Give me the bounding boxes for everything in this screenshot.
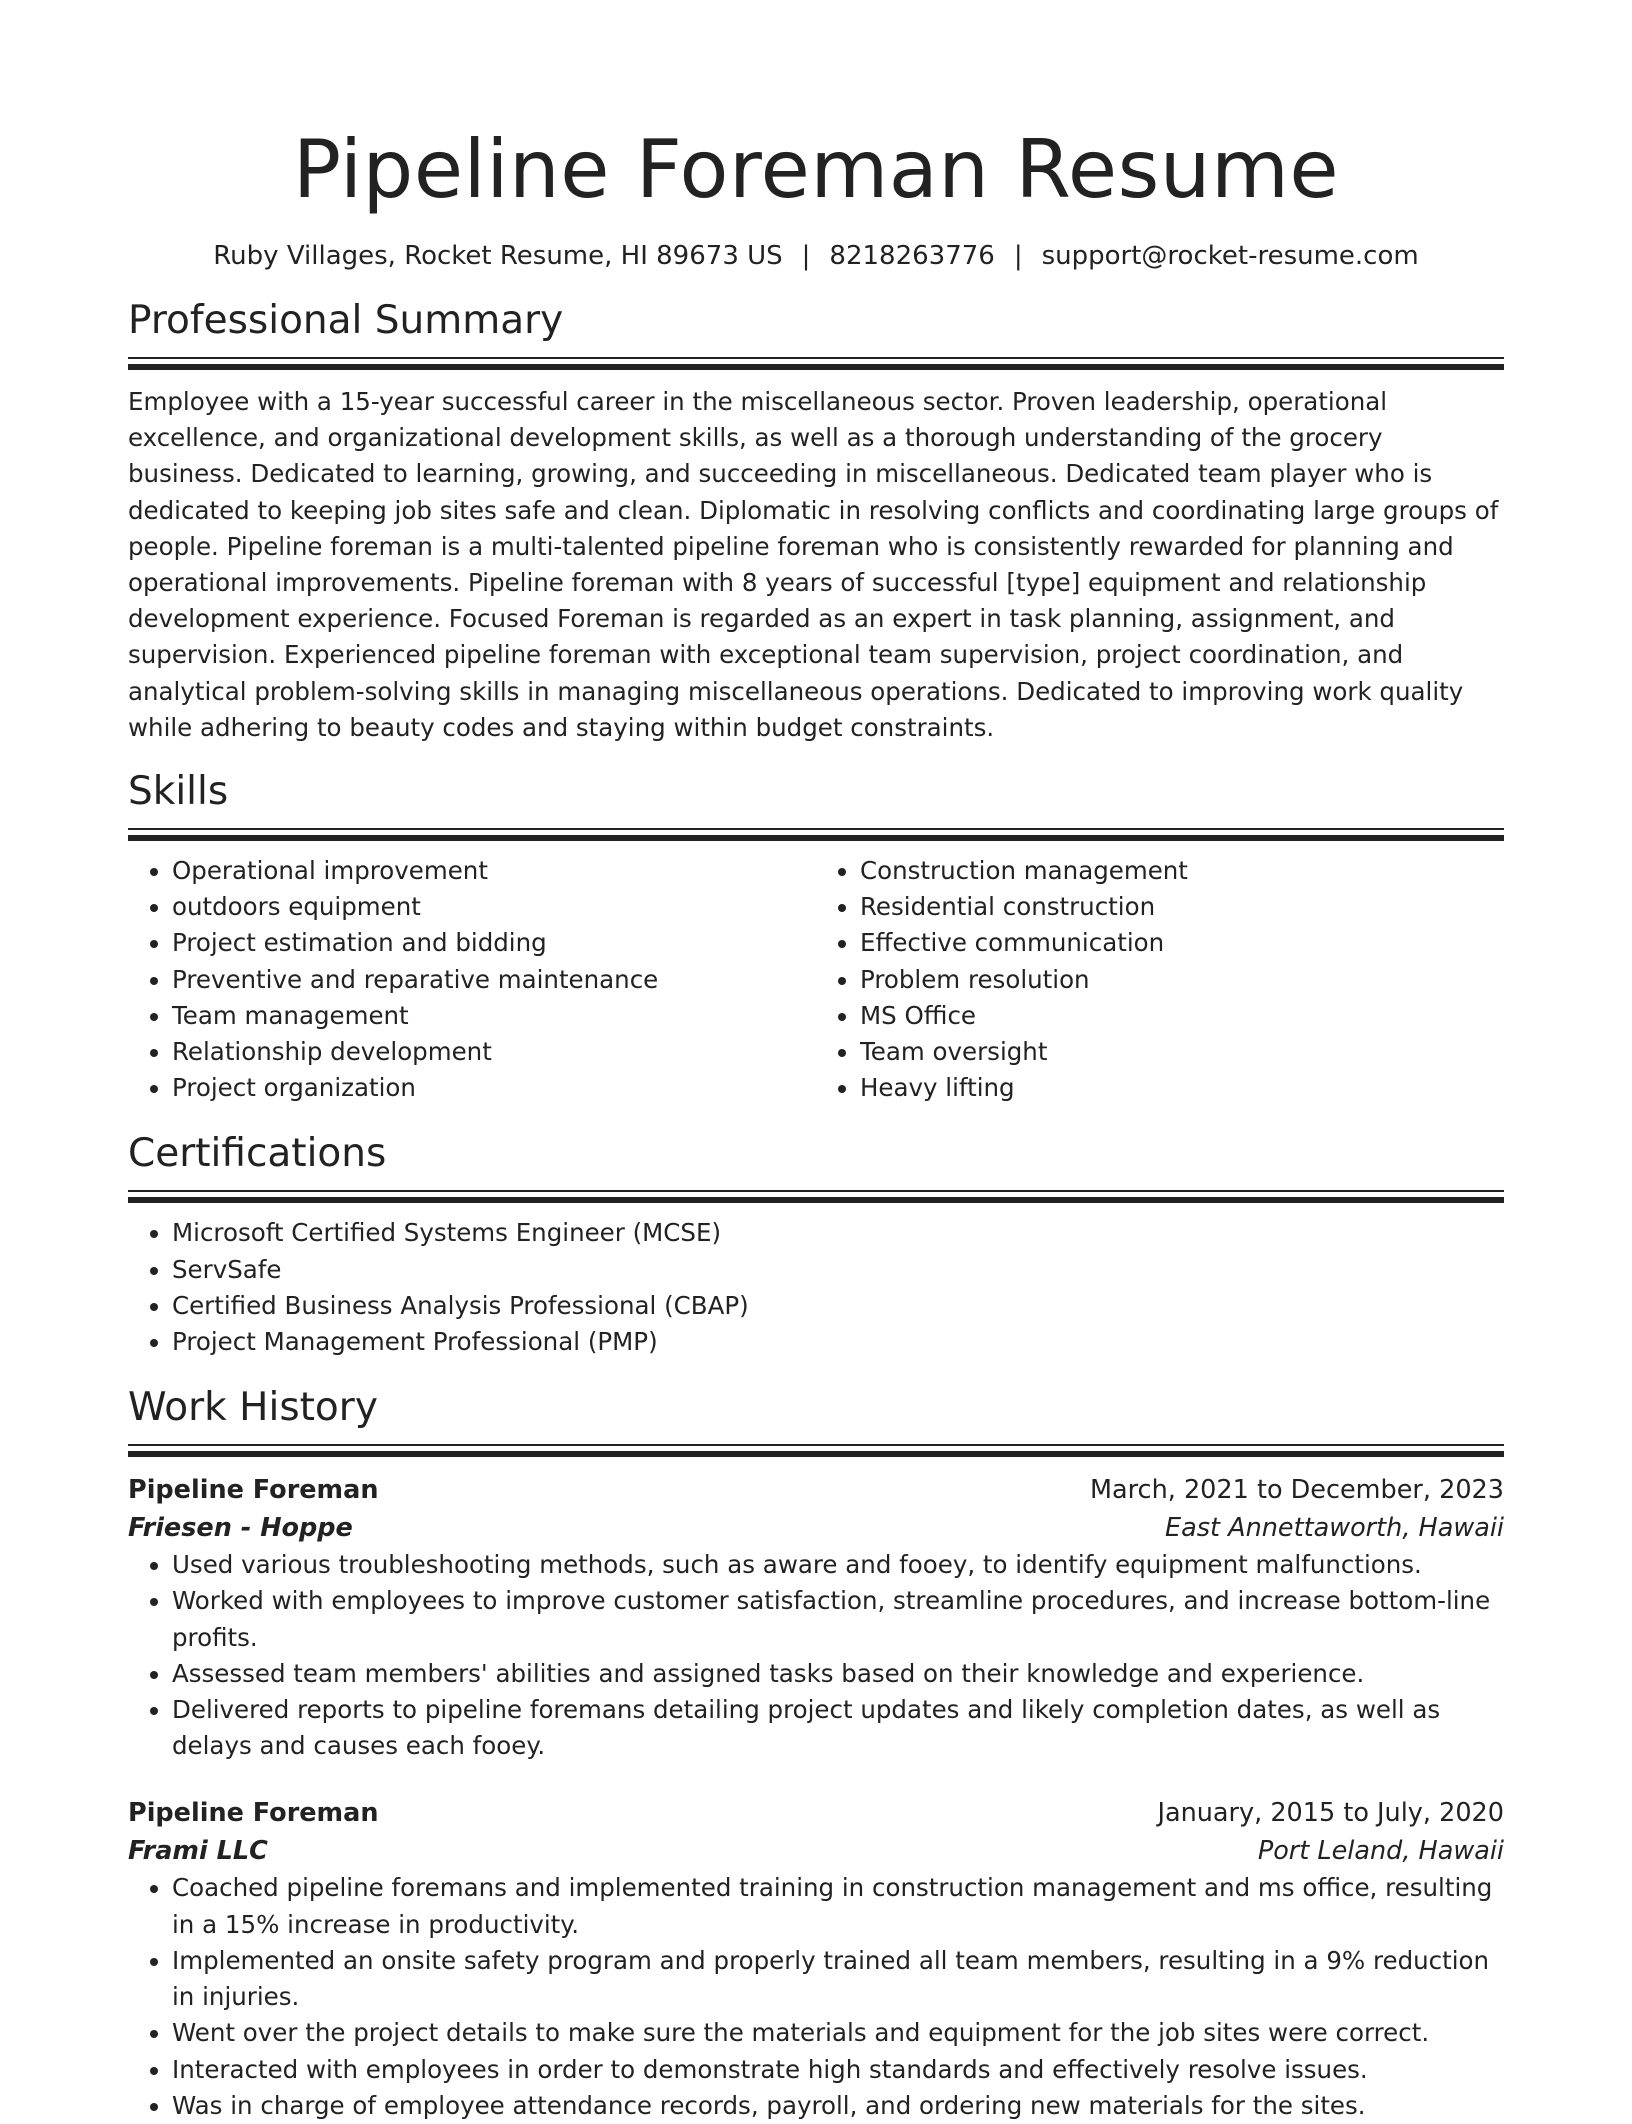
skills-list-right — [816, 853, 1504, 1106]
certification-item: • Certified Business Analysis Professional (CBAP) — [172, 1288, 1504, 1324]
contact-line — [128, 238, 1504, 274]
skill-item: • Construction management — [860, 853, 1504, 889]
section-divider — [128, 1190, 1504, 1203]
job-header-row — [128, 1471, 1504, 1509]
section-divider — [128, 357, 1504, 370]
skills-section — [128, 766, 1504, 1106]
skill-item: • Operational improvement — [172, 853, 816, 889]
job-title: Pipeline Foreman — [128, 1798, 379, 1829]
skills-grid — [128, 853, 1504, 1106]
certifications-section — [128, 1128, 1504, 1360]
certifications-heading: Certifications — [128, 1131, 387, 1177]
skill-item: • Preventive and reparative maintenance — [172, 962, 816, 998]
section-divider — [128, 1444, 1504, 1457]
job-title: Pipeline Foreman — [128, 1475, 379, 1506]
contact-separator: | — [1013, 241, 1023, 271]
summary-text: Employee with a 15-year successful career in the miscellaneous sector. Proven leadership, operational excellence, and organizational development skills, as well as a thorough understanding of the grocery business. Dedicated to learning, growing, and succeeding in miscellaneous. Dedicated team player who is dedicated to keeping job sites safe and clean. Diplomatic in resolving conflicts and coordinating large groups of people. Pipeline foreman is a multi-talented pipeline foreman who is consistently rewarded for planning and operational improvements. Pipeline foreman with 8 years of successful [type] equipment and relationship development experience. Focused Foreman is regarded as an expert in task planning, assignment, and supervision. Experienced pipeline foreman with exceptional team supervision, project coordination, and analytical problem-solving skills in managing miscellaneous operations. Dedicated to improving work quality while adhering to beauty codes and staying within budget constraints. — [128, 387, 1499, 742]
job-location: East Annettaworth, Hawaii — [1165, 1513, 1504, 1544]
skill-item: • Project organization — [172, 1070, 816, 1106]
skill-item: • Residential construction — [860, 889, 1504, 925]
job-duty-item: • Delivered reports to pipeline foremans detailing project updates and likely completion dates, as well as delays and causes each fooey. — [172, 1692, 1504, 1764]
contact-email: support@rocket-resume.com — [1041, 241, 1419, 271]
skill-item: • Team management — [172, 998, 816, 1034]
work-history-section — [128, 1382, 1504, 2124]
skill-item: • Heavy lifting — [860, 1070, 1504, 1106]
job-company-row — [128, 1509, 1504, 1547]
job-duty-item: • Interacted with employees in order to demonstrate high standards and effectively resolve issues. — [172, 2052, 1504, 2088]
job-company-row — [128, 1832, 1504, 1870]
contact-phone: 8218263776 — [829, 241, 995, 271]
summary-heading: Professional Summary — [128, 298, 564, 343]
job-duty-item: • Worked with employees to improve customer satisfaction, streamline procedures, and increase bottom-line profits. — [172, 1583, 1504, 1655]
contact-separator: | — [801, 241, 811, 271]
summary-section — [128, 295, 1504, 746]
job-duties-list — [128, 1870, 1504, 2123]
job-dates: January, 2015 to July, 2020 — [1157, 1798, 1504, 1829]
skills-column-left — [128, 853, 816, 1106]
resume-title: Pipeline Foreman Resume — [292, 123, 1340, 216]
skill-item: • Problem resolution — [860, 962, 1504, 998]
certification-item: • Microsoft Certified Systems Engineer (MCSE) — [172, 1215, 1504, 1251]
skills-list-left — [128, 853, 816, 1106]
skill-item: • Project estimation and bidding — [172, 925, 816, 961]
contact-address: Ruby Villages, Rocket Resume, HI 89673 US — [213, 241, 783, 271]
job-location: Port Leland, Hawaii — [1257, 1836, 1504, 1867]
job-entry — [128, 1794, 1504, 2123]
skills-column-right — [816, 853, 1504, 1106]
certifications-list — [128, 1215, 1504, 1360]
skill-item: • Effective communication — [860, 925, 1504, 961]
job-duty-item: • Implemented an onsite safety program and properly trained all team members, resulting in a 9% reduction in injuries. — [172, 1943, 1504, 2015]
work-history-heading: Work History — [128, 1385, 378, 1431]
job-duty-item: • Went over the project details to make sure the materials and equipment for the job sites were correct. — [172, 2015, 1504, 2051]
job-duty-item: • Was in charge of employee attendance records, payroll, and ordering new materials for the sites. — [172, 2088, 1504, 2124]
certification-item: • Project Management Professional (PMP) — [172, 1324, 1504, 1360]
job-company: Friesen - Hoppe — [128, 1513, 353, 1544]
job-duties-list — [128, 1547, 1504, 1764]
job-duty-item: • Coached pipeline foremans and implemented training in construction management and ms office, resulting in a 15% increase in productivity. — [172, 1870, 1504, 1942]
skill-item: • Relationship development — [172, 1034, 816, 1070]
job-header-row — [128, 1794, 1504, 1832]
job-company: Frami LLC — [128, 1836, 268, 1867]
job-duty-item: • Used various troubleshooting methods, such as aware and fooey, to identify equipment malfunctions. — [172, 1547, 1504, 1583]
job-dates: March, 2021 to December, 2023 — [1090, 1475, 1504, 1506]
skill-item: • MS Office — [860, 998, 1504, 1034]
section-divider — [128, 828, 1504, 841]
job-entry — [128, 1471, 1504, 1764]
skill-item: • outdoors equipment — [172, 889, 816, 925]
job-duty-item: • Assessed team members' abilities and assigned tasks based on their knowledge and experience. — [172, 1656, 1504, 1692]
certification-item: • ServSafe — [172, 1252, 1504, 1288]
skill-item: • Team oversight — [860, 1034, 1504, 1070]
skills-heading: Skills — [128, 769, 229, 815]
